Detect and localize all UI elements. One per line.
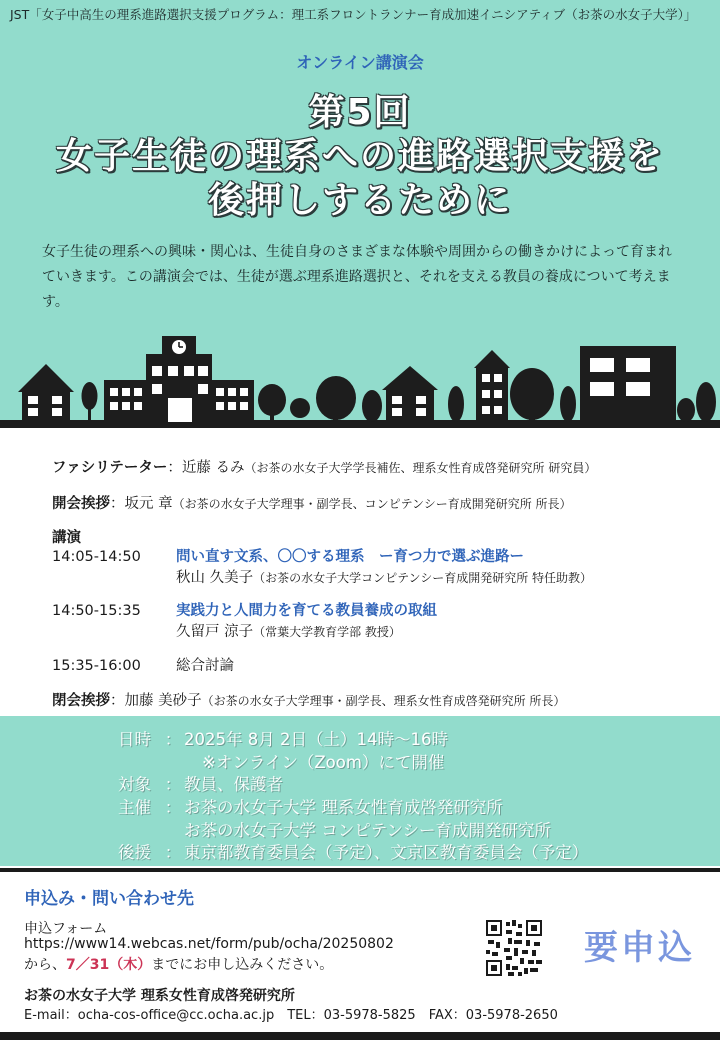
date-value: 2025年 8月 2日（土）14時〜16時 (184, 730, 448, 749)
discussion-label: 総合討論 (176, 658, 234, 674)
title-line-1: 第5回 (308, 92, 412, 133)
lecture-2-speaker (176, 620, 401, 641)
city-skyline-illustration (0, 328, 720, 428)
facilitator-label: ファシリテーター (52, 460, 168, 476)
lecture-2-affiliation: （常葉大学教育学部 教授） (253, 625, 401, 639)
lecture-2-time: 14:50-15:35 (52, 603, 141, 619)
closing-line: 閉会挨拶：加藤 美砂子（お茶の水女子大学理事・副学長、理系女性育成啓発研究所 所長） (52, 693, 566, 709)
qr-code-icon[interactable] (484, 918, 544, 978)
event-type: オンライン講演会 (296, 53, 424, 72)
lecture-1-name: 秋山 久美子 (176, 570, 254, 586)
organization-name: お茶の水女子大学 理系女性育成啓発研究所 (24, 988, 295, 1004)
lecture-label: 講演 (52, 530, 81, 546)
deadline-date: 7／31（木） (66, 957, 152, 973)
event-info-block (0, 716, 720, 866)
date-row: 日時 ： 2025年 8月 2日（土）14時〜16時 (118, 726, 448, 750)
target-value: 教員、保護者 (184, 775, 283, 794)
jst-program-line: JST「女子中高生の理系進路選択支援プログラム：理工系フロントランナー育成加速イニシアティブ（お茶の水女子大学）」 (10, 7, 697, 22)
intro-text: 女子生徒の理系への興味・関心は、生徒自身のさまざまな体験や周囲からの働きかけによって育まれていきます。この講演会では、生徒が選ぶ理系進路選択と、それを支える教員の養成について考えます。 (42, 244, 672, 310)
host-value-1: お茶の水女子大学 理系女性育成啓発研究所 (184, 798, 503, 817)
closing-label: 閉会挨拶 (52, 693, 110, 709)
opening-name: 坂元 章 (124, 496, 173, 512)
title-line-3: 後押しするために (207, 180, 512, 221)
opening-affiliation: （お茶の水女子大学理事・副学長、コンピテンシー育成開発研究所 所長） (172, 497, 572, 511)
lecture-1-title: 問い直す文系、〇〇する理系 ー育つ力で選ぶ進路ー (176, 549, 524, 565)
facilitator-line: ファシリテーター：近藤 るみ（お茶の水女子大学学長補佐、理系女性育成啓発研究所 研究員） (52, 460, 597, 476)
deadline-line: から、7／31（木）までにお申し込みください。 (24, 957, 334, 973)
support-row: 後援 ： 東京都教育委員会（予定）、文京区教育委員会（予定） (118, 839, 588, 863)
discussion-time: 15:35-16:00 (52, 658, 141, 674)
host-value-2: お茶の水女子大学 コンピテンシー育成開発研究所 (184, 821, 552, 840)
registration-required-badge: 要申込 (584, 928, 695, 968)
lecture-2-title: 実践力と人間力を育てる教員養成の取組 (176, 603, 437, 619)
contact-heading: 申込み・問い合わせ先 (24, 889, 194, 909)
opening-label: 開会挨拶 (52, 496, 110, 512)
date-label: 日時 (118, 730, 151, 749)
form-url-link[interactable]: https://www14.webcas.net/form/pub/ocha/20250802 (24, 936, 394, 952)
form-label: 申込フォーム (24, 921, 108, 937)
facilitator-affiliation: （お茶の水女子大学学長補佐、理系女性育成啓発研究所 研究員） (244, 461, 597, 475)
lecture-1-speaker (176, 566, 592, 587)
lecture-2 (52, 599, 437, 620)
support-value: 東京都教育委員会（予定）、文京区教育委員会（予定） (184, 843, 589, 862)
divider-top (0, 868, 720, 872)
header-banner (0, 0, 720, 428)
facilitator-name: 近藤 るみ (181, 460, 245, 476)
title-line-2: 女子生徒の理系への進路選択支援を (55, 136, 664, 177)
online-note: ※オンライン（Zoom）にて開催 (202, 753, 445, 772)
lecture-1-time: 14:05-14:50 (52, 549, 141, 565)
opening-line: 開会挨拶：坂元 章（お茶の水女子大学理事・副学長、コンピテンシー育成開発研究所 所長） (52, 496, 572, 512)
lecture-1-affiliation: （お茶の水女子大学コンピテンシー育成開発研究所 特任助教） (253, 571, 593, 585)
host-label: 主催 (118, 798, 151, 817)
target-row: 対象 ： 教員、保護者 (118, 771, 283, 795)
lecture-1 (52, 545, 524, 566)
closing-affiliation: （お茶の水女子大学理事・副学長、理系女性育成啓発研究所 所長） (201, 694, 566, 708)
target-label: 対象 (118, 775, 151, 794)
support-label: 後援 (118, 843, 151, 862)
divider-bottom (0, 1032, 720, 1040)
lecture-2-name: 久留戸 涼子 (176, 624, 254, 640)
closing-name: 加藤 美砂子 (124, 693, 202, 709)
host-row: 主催 ： お茶の水女子大学 理系女性育成啓発研究所 (118, 794, 503, 818)
lecture-heading (52, 526, 81, 547)
contact-details: E-mail：ocha-cos-office@cc.ocha.ac.jp TEL：03-5978-5825 FAX：03-5978-2650 (24, 1008, 558, 1023)
discussion-line (52, 654, 234, 675)
